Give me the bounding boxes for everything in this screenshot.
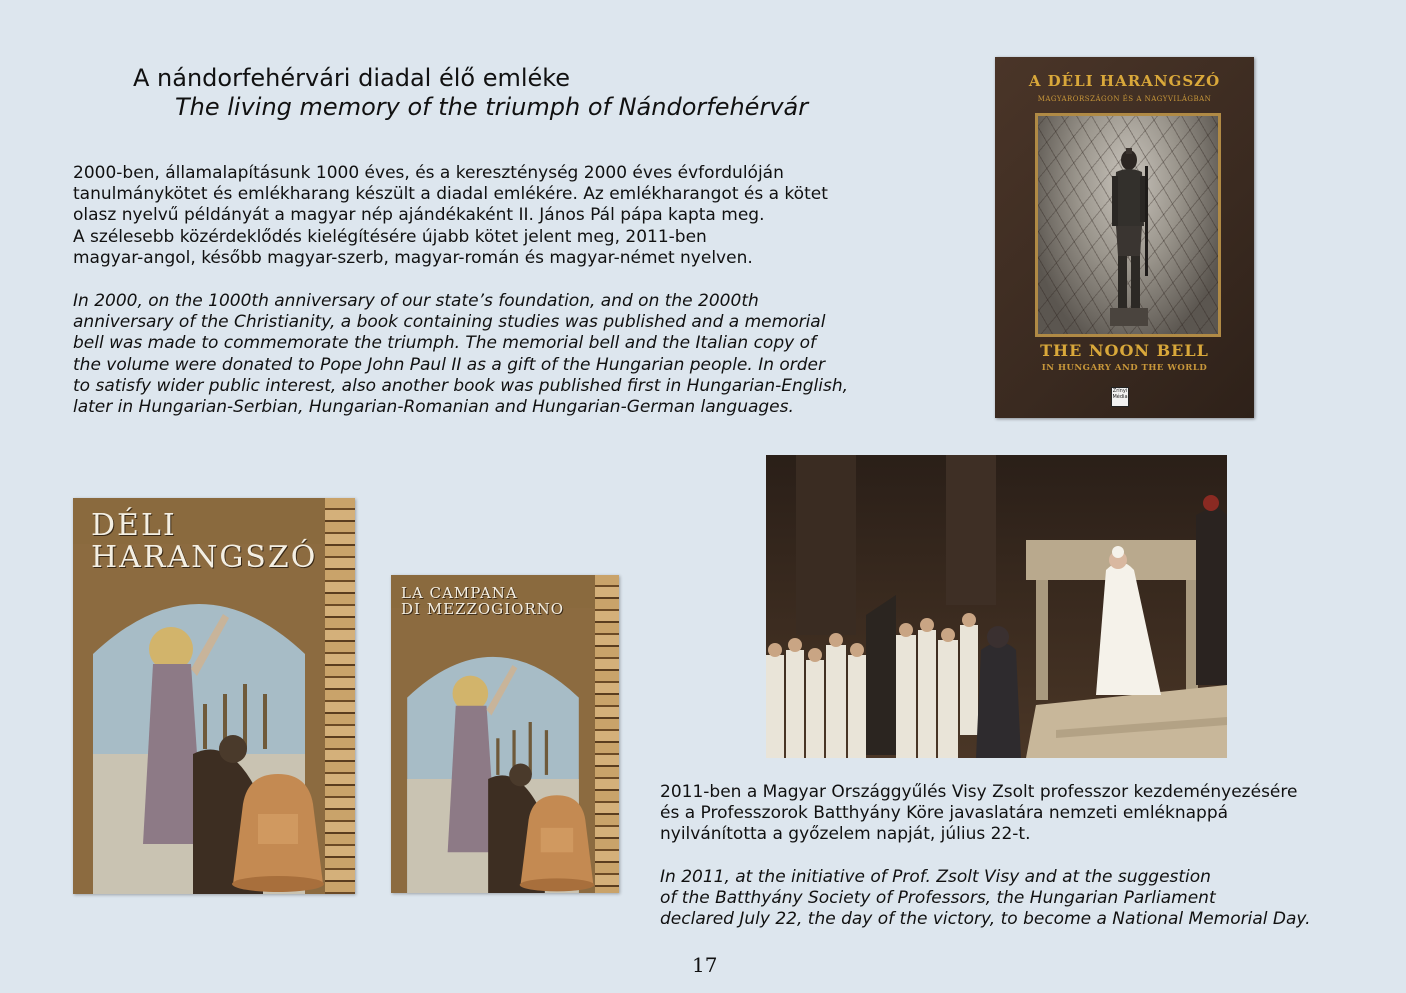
- knight-statue-icon: [1106, 146, 1152, 326]
- intro-english: In 2000, on the 1000th anniversary of our state’s foundation, and on the 2000th anniversary of the Christianity, a book containing studies was published and a memorial bell was made to commemorate the triumph. The memorial bell and the Italian copy of the volume were donated to Pope John Paul II as a gift of the Hungarian people. In order to satisfy wider public interest, also another book was published first in Hungarian-English, later in Hungarian-Serbian, Hungarian-Romanian and Hungarian-German languages.: [73, 291, 849, 418]
- saint-and-bell-painting: [73, 540, 325, 894]
- noon-bell-subtitle-hu: MAGYARORSZÁGON ÉS A NAGYVILÁGBAN: [1037, 95, 1212, 103]
- saint-and-bell-painting: [391, 608, 595, 893]
- pope-ceremony-photo: [766, 455, 1227, 758]
- publisher-logo: Zrínyi Média: [1111, 387, 1129, 407]
- la-campana-book-cover: [391, 575, 619, 893]
- decorative-border: [325, 498, 355, 894]
- title-english: The living memory of the triumph of Nándorfehérvár: [175, 93, 809, 121]
- intro-hungarian: 2000-ben, államalapításunk 1000 éves, és a kereszténység 2000 éves évfordulóján tanulmánykötet és emlékharang készült a diadal emlékére. Az emlékharangot és a kötet olasz nyelvű példányát a magyar nép ajándékaként II. János Pál pápa kapta meg. A szélesebb közérdeklődés kielégítésére újabb kötet jelent meg, 2011-ben magyar-angol, később magyar-szerb, magyar-román és magyar-német nyelven.: [73, 163, 828, 268]
- deli-title-line2: HARANGSZÓ: [91, 540, 318, 575]
- deli-title-line1: DÉLI: [91, 508, 177, 543]
- deli-harangszo-book-cover: [73, 498, 355, 894]
- noon-bell-book-cover: [995, 57, 1254, 418]
- memorial-day-english: In 2011, at the initiative of Prof. Zsolt Visy and at the suggestion of the Batthyány Society of Professors, the Hungarian Parliament declared July 22, the day of the victory, to become a National Memorial Day.: [660, 867, 1311, 930]
- noon-bell-title-en: THE NOON BELL: [1040, 341, 1209, 360]
- campana-title-line1: LA CAMPANA: [401, 584, 518, 602]
- noon-bell-title-hu: A DÉLI HARANGSZÓ: [1028, 72, 1221, 90]
- ceremony-scene: [766, 455, 1227, 758]
- deli-harangszo-title: [91, 510, 317, 574]
- title-hungarian: A nándorfehérvári diadal élő emléke: [133, 64, 571, 92]
- la-campana-title: [401, 585, 564, 617]
- decorative-border: [595, 575, 619, 893]
- knight-statue-photo: [1035, 113, 1221, 337]
- page-number: 17: [692, 953, 718, 977]
- campana-title-line2: DI MEZZOGIORNO: [401, 600, 565, 618]
- noon-bell-subtitle-en: IN HUNGARY AND THE WORLD: [1041, 363, 1208, 373]
- memorial-day-hungarian: 2011-ben a Magyar Országgyűlés Visy Zsolt professzor kezdeményezésére és a Professzorok Batthyány Köre javaslatára nemzeti emléknappá nyilvánította a győzelem napját, július 22-t.: [660, 782, 1298, 845]
